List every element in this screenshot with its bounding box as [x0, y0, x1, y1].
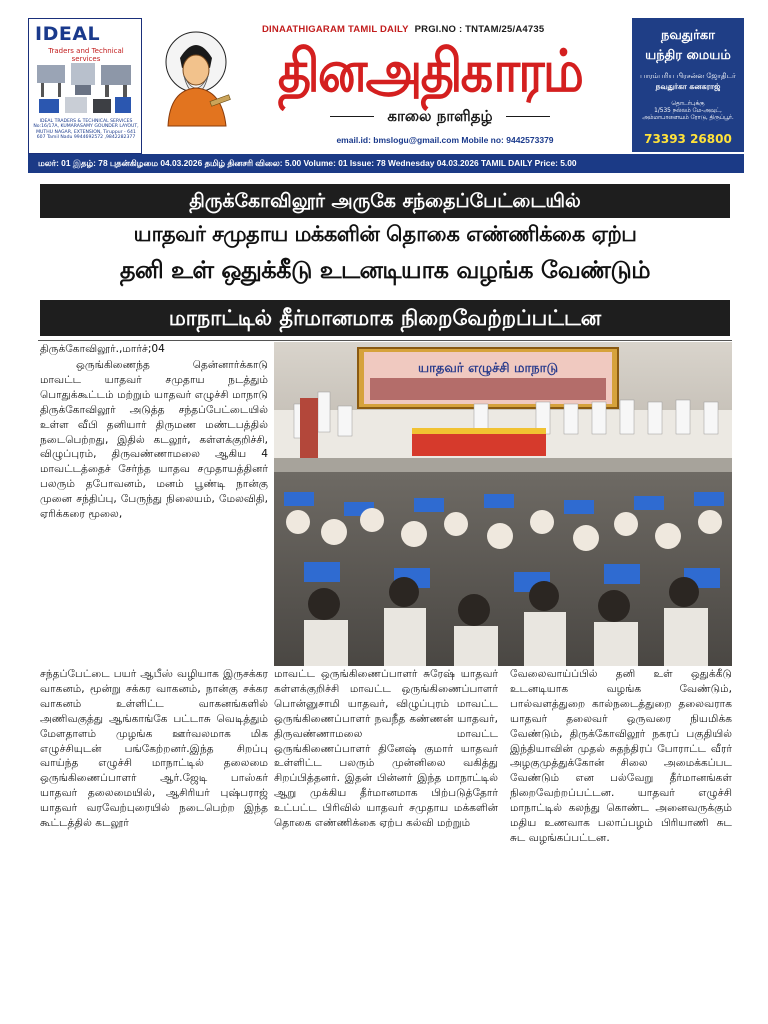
masthead-meta — [262, 24, 602, 35]
ad-name: நவதுர்கா கனகராஜ் — [655, 82, 721, 91]
masthead-contact: email.id: bmslogu@gmail.com Mobile no: 9442573379 — [336, 135, 554, 145]
article-dateline: திருக்கோவிலூர்.,மார்ச்;04 — [40, 343, 165, 355]
masthead-title: தினஅதிகாரம் — [277, 37, 583, 105]
conference-photo — [274, 342, 732, 666]
ad-title: நவதுர்கா — [661, 28, 715, 43]
article-column-1-top: ஒருங்கிணைந்த தென்னார்க்காடு மாவட்ட யாதவர் சமுதாய நடத்தும் பொதுக்கூட்டம் மற்றும் யாதவர் எழுச்சி மாநாடு திருக்கோவிலூர் அடுத்த சந்தப்பேட்டையில் உள்ள வீபி தனியார் திருமண மண்டபத்தில் நடைபெற்றது, இதில் கடலூர், கள்ளக்குறிச்சி, விழுப்புரம், திருவண்ணாமலை ஆகிய 4 மாவட்டத்தைச் சேர்ந்த யாதவ சமுதாயத்தினர் பலரும் தபோவனம், மனம் பூண்டி நான்கு முனை சந்திப்பு, பேருந்து நிலையம், மேலவிதி, ஏரிக்கரை மூலை, — [40, 359, 268, 521]
headline-line-3: மாநாட்டில் தீர்மானமாக நிறைவேற்றப்பட்டன — [40, 300, 730, 336]
masthead-subtitle: காலை நாளிதழ் — [387, 107, 493, 125]
headline-line-2: தனி உள் ஒதுக்கீடு உடனடியாக வழங்க வேண்டும் — [119, 256, 651, 284]
article-column-1-bottom: சந்தப்பேட்டை பயர் ஆபீஸ் வழியாக இருசக்கர வாகனம், மூன்று சக்கர வாகனம், நான்கு சக்கர வாகனம் உள்ளிட்ட வாகனங்களில் அணிவகுத்து ஆங்காங்கே பட்டாசு வெடித்தும் மேளதாளம் முழங்க ஊர்வலமாக மிக எழுச்சியுடன் பங்கேற்றனர்.இந்த சிறப்பு வாய்ந்த எழுச்சி மாநாட்டில் தலைமை ஒருங்கிணைப்பாளர் ஆர்.ஜேடி பாஸ்கர் யாதவர் தலைமையில், ஆசிரியர் புஷ்பராஜ் யாதவர் வரவேற்புரையில் நடைபெற்ற இந்த கூட்டத்தில் கடலூர் — [40, 668, 268, 830]
machinery-product-icon — [35, 59, 135, 115]
article-column-2: மாவட்ட ஒருங்கிணைப்பாளர் சுரேஷ் யாதவர் கள்ளக்குறிச்சி மாவட்ட ஒருங்கிணைப்பாளர் பொன்னுசாமி யாதவர், விழுப்புரம் மாவட்ட ஒருங்கிணைப்பாளர் நவநீத கண்ணன் யாதவர், திருவண்ணாமலை மாவட்ட ஒருங்கிணைப்பாளர் தினேஷ் குமார் யாதவர் உள்ளிட்ட பலரும் முன்னிலை வகித்து சிறப்பித்தனர். இதன் பின்னர் இந்த மாநாட்டில் ஆறு முக்கிய தீர்மானமாக பிற்படுத்தோர் உட்பட்ட பிரிவில் யாதவர் சமுதாய மக்களின் தொகை எண்ணிக்கை ஏற்ப கல்வி மற்றும் — [274, 668, 498, 830]
headline-kicker: திருக்கோவிலூர் அருகே சந்தைப்பேட்டையில் — [40, 184, 730, 218]
ad-contact-label: தொடர்புக்கு — [671, 100, 705, 107]
ad-line: பாரம்பரிய பிரசன்ன ஜோதிடர் — [640, 72, 736, 80]
ad-title-2: யந்திர மையம் — [645, 48, 731, 63]
prgi-number: PRGI.NO : TNTAM/25/A4735 — [414, 24, 545, 35]
ideal-address: IDEAL TRADERS & TECHNICAL SERVICES No:16/17A, KUMARASAMY GOUNDER LAYOUT, MUTHU NAGAR, EXTENSION, Tiruppur - 641 607 Tamil Nadu 9944692572 ,9842282377 — [33, 119, 139, 141]
ideal-tagline: Traders and Technical services — [48, 47, 124, 63]
paper-name-english: DINAATHIGARAM TAMIL DAILY — [262, 24, 409, 35]
article-column-3: வேலைவாய்ப்பில் தனி உள் ஒதுக்கீடு உடனடியாக வழங்க வேண்டும், பால்வளத்துறை கால்நடைத்துறை தலைவராக யாதவர் தலைவர் ஒருவரை நியமிக்க வேண்டும், திருக்கோவிலூர் நகரப் பகுதியில் இந்தியாவின் முதல் சுதந்திரப் போராட்ட வீரர் அழகுமுத்துக்கோன் சிலை அமைக்கப்பட வேண்டும் என பல்வேறு தீர்மானங்கள் நிறைவேற்றப்பட்டன. யாதவர் எழுச்சி மாநாட்டில் கலந்து கொண்ட அனைவருக்கும் மதிய உணவாக பலாப்பழம் பிரியாணி சுட சுட வழங்கப்பட்டன. — [510, 668, 732, 844]
advert-ideal-traders — [28, 18, 142, 154]
headline-line-1: யாதவர் சமுதாய மக்களின் தொகை எண்ணிக்கை ஏற்ப — [133, 222, 637, 246]
sage-logo-icon — [158, 28, 238, 128]
issue-info-bar: மலர்: 01 இதழ்: 78 புதன்கிழமை 04.03.2026 தமிழ் தினசரி விலை: 5.00 Volume: 01 Issue: 78 Wednesday 04.03.2026 TAMIL DAILY Price: 5.00 — [28, 154, 744, 173]
stage-banner-text: யாதவர் எழுச்சி மாநாடு — [417, 361, 559, 376]
ad-phone: 73393 26800 — [644, 132, 732, 146]
ad-address: 1/535 நல்லம் மே-அவுட், அம்மாபாளையம் ரோடு, திருப்பூர். — [642, 108, 734, 121]
advert-navadurga — [632, 18, 744, 152]
divider — [38, 340, 732, 341]
ideal-brand: IDEAL — [35, 23, 101, 45]
